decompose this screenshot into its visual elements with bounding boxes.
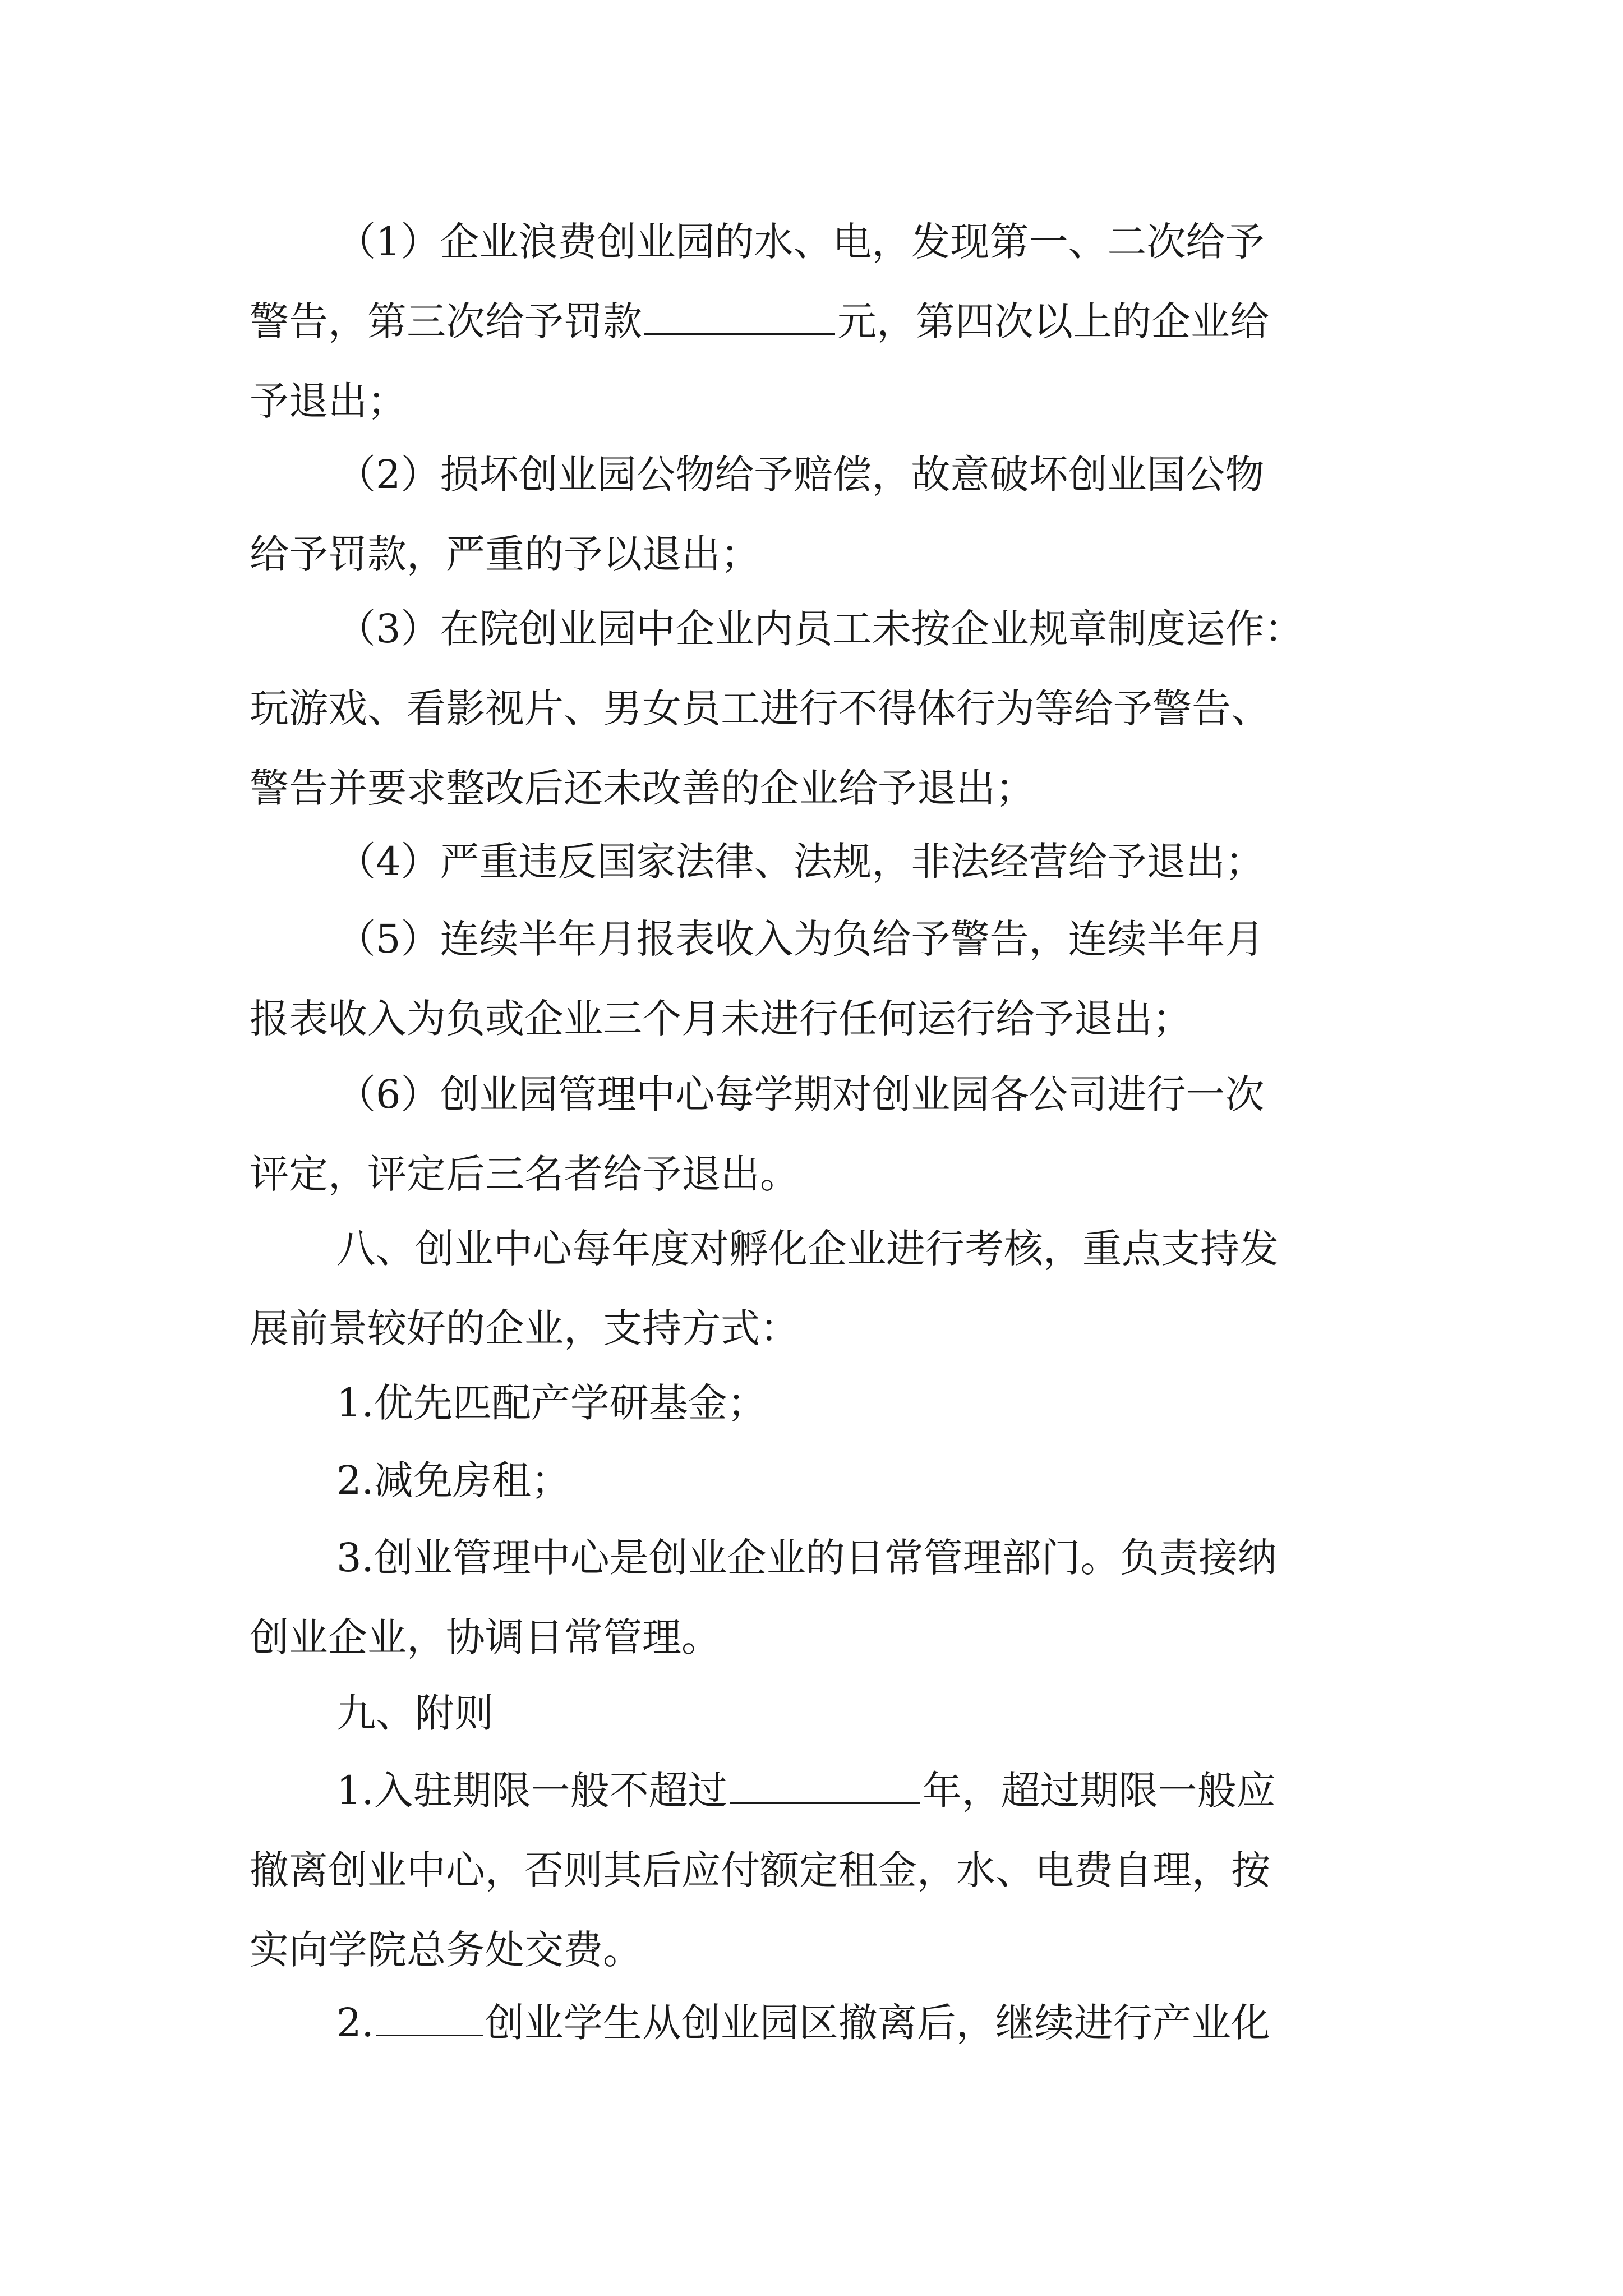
clause-1-line-1: （1）企业浪费创业园的水、电，发现第一、二次给予 [336, 219, 1265, 265]
appendix-item-1-line-3: 实向学院总务处交费。 [250, 1927, 642, 1973]
name-blank [376, 2001, 483, 2036]
clause-1-line-2-start: 警告，第三次给予罚款 [250, 298, 642, 344]
clause-2 [250, 435, 1382, 594]
clause-6-line-2: 评定，评定后三名者给予退出。 [250, 1151, 799, 1197]
section-8-line-2: 展前景较好的企业，支持方式： [250, 1305, 799, 1351]
appendix-item-2 [250, 1983, 1382, 2063]
appendix-item-2-line-1-start: 2. [336, 2000, 374, 2046]
appendix-item-1-line-1-end: 年，超过期限一般应 [922, 1768, 1276, 1814]
appendix-item-2-line-1-end: 创业学生从创业园区撤离后，继续进行产业化 [485, 2000, 1270, 2046]
clause-3-line-1: （3）在院创业园中企业内员工未按企业规章制度运作： [336, 606, 1304, 652]
support-item-1 [250, 1363, 1382, 1443]
clause-3 [250, 589, 1382, 828]
clause-5 [250, 899, 1382, 1059]
clause-2-line-2: 给予罚款，严重的予以退出； [250, 531, 760, 577]
clause-3-line-3: 警告并要求整改后还未改善的企业给予退出； [250, 765, 1035, 811]
section-9-heading [250, 1673, 1382, 1753]
clause-1-line-2 [250, 282, 1382, 361]
section-8 [250, 1209, 1382, 1368]
clause-6-line-1: （6）创业园管理中心每学期对创业园各公司进行一次 [336, 1071, 1265, 1117]
fine-amount-blank [644, 300, 835, 335]
term-years-blank [730, 1769, 920, 1804]
clause-1-line-3: 予退出； [250, 378, 407, 424]
support-item-3 [250, 1518, 1382, 1677]
support-item-1-line: 1.优先匹配产学研基金； [336, 1380, 767, 1426]
support-item-3-line-2: 创业企业，协调日常管理。 [250, 1614, 721, 1660]
clause-5-line-2: 报表收入为负或企业三个月未进行任何运行给予退出； [250, 996, 1192, 1042]
clause-6 [250, 1055, 1382, 1214]
clause-1 [250, 202, 1382, 441]
clause-1-line-2-end: 元，第四次以上的企业给 [837, 298, 1269, 344]
appendix-item-1-line-1 [250, 1751, 1382, 1830]
support-item-2 [250, 1441, 1382, 1520]
support-item-3-line-1: 3.创业管理中心是创业企业的日常管理部门。负责接纳 [336, 1535, 1277, 1581]
section-8-line-1: 八、创业中心每年度对孵化企业进行考核，重点支持发 [336, 1226, 1279, 1272]
appendix-item-2-line-1 [250, 1983, 1382, 2063]
clause-3-line-2: 玩游戏、看影视片、男女员工进行不得体行为等给予警告、 [250, 685, 1270, 731]
appendix-item-1 [250, 1751, 1382, 1990]
clause-2-line-1: （2）损坏创业园公物给予赔偿，故意破坏创业国公物 [336, 452, 1265, 498]
clause-4 [250, 822, 1382, 901]
support-item-2-line: 2.减免房租； [336, 1457, 570, 1503]
appendix-item-1-line-1-start: 1.入驻期限一般不超过 [336, 1768, 727, 1814]
clause-5-line-1: （5）连续半年月报表收入为负给予警告，连续半年月 [336, 916, 1265, 962]
section-9-title: 九、附则 [336, 1690, 494, 1736]
clause-4-line-1: （4）严重违反国家法律、法规，非法经营给予退出； [336, 839, 1265, 885]
appendix-item-1-line-2: 撤离创业中心，否则其后应付额定租金，水、电费自理，按 [250, 1847, 1270, 1893]
